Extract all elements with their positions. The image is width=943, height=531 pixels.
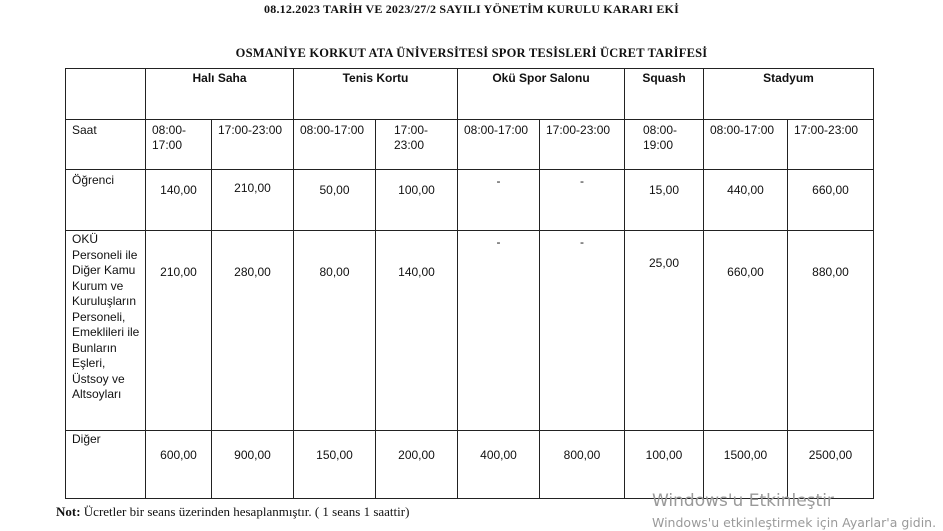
- venue-squash: Squash: [625, 69, 704, 120]
- price-cell: 600,00: [146, 431, 212, 499]
- table-row-personel: [66, 231, 874, 431]
- footnote: [56, 504, 409, 520]
- footnote-label: Not:: [56, 504, 81, 519]
- footnote-text: Ücretler bir seans üzerinden hesaplanmıştır. ( 1 seans 1 saattir): [80, 504, 410, 519]
- price-cell: 280,00: [212, 231, 294, 431]
- row-label-saat: Saat: [66, 120, 146, 170]
- activation-watermark-subtitle: Windows'u etkinleştirmek için Ayarlar'a gidin.: [652, 515, 937, 530]
- price-cell: 1500,00: [704, 431, 788, 499]
- time-slot: 08:00-17:00: [294, 120, 376, 170]
- price-cell: -: [458, 231, 540, 431]
- price-cell: 25,00: [625, 231, 704, 431]
- venue-header-row: [66, 69, 874, 120]
- time-slot: 17:00-23:00: [788, 120, 874, 170]
- row-label-personel: OKÜ Personeli ile Diğer Kamu Kurum ve Kuruluşların Personeli, Emeklileri ile Bunların Eşleri, Üstsoy ve Altsoyları: [66, 231, 146, 431]
- price-cell: 660,00: [788, 170, 874, 231]
- time-slot: 17:00-23:00: [212, 120, 294, 170]
- time-slot: 08:00-17:00: [458, 120, 540, 170]
- tariff-table: [65, 68, 874, 499]
- price-cell: 100,00: [625, 431, 704, 499]
- price-cell: 140,00: [376, 231, 458, 431]
- empty-corner-cell: [66, 69, 146, 120]
- time-slot: 08:00- 17:00: [146, 120, 212, 170]
- price-cell: -: [540, 231, 625, 431]
- price-cell: 440,00: [704, 170, 788, 231]
- table-row-ogrenci: [66, 170, 874, 231]
- activation-watermark-title: Windows'u Etkinleştir: [652, 491, 834, 511]
- time-slot: 17:00-23:00: [540, 120, 625, 170]
- table-row-diger: [66, 431, 874, 499]
- price-cell: 50,00: [294, 170, 376, 231]
- time-slot-row: [66, 120, 874, 170]
- price-cell: 210,00: [212, 170, 294, 231]
- price-cell: 400,00: [458, 431, 540, 499]
- price-cell: 100,00: [376, 170, 458, 231]
- venue-stadyum: Stadyum: [704, 69, 874, 120]
- venue-hali-saha: Halı Saha: [146, 69, 294, 120]
- row-label-ogrenci: Öğrenci: [66, 170, 146, 231]
- venue-tenis-kortu: Tenis Kortu: [294, 69, 458, 120]
- price-cell: 140,00: [146, 170, 212, 231]
- price-cell: 2500,00: [788, 431, 874, 499]
- venue-spor-salonu: Okü Spor Salonu: [458, 69, 625, 120]
- price-cell: 80,00: [294, 231, 376, 431]
- price-cell: 15,00: [625, 170, 704, 231]
- price-cell: 660,00: [704, 231, 788, 431]
- time-slot: 08:00-17:00: [704, 120, 788, 170]
- decision-line: 08.12.2023 TARİH VE 2023/27/2 SAYILI YÖNETİM KURULU KARARI EKİ: [264, 2, 679, 16]
- price-cell: 900,00: [212, 431, 294, 499]
- price-cell: 880,00: [788, 231, 874, 431]
- document-title: OSMANİYE KORKUT ATA ÜNİVERSİTESİ SPOR TESİSLERİ ÜCRET TARİFESİ: [235, 46, 708, 60]
- price-cell: -: [540, 170, 625, 231]
- price-cell: 150,00: [294, 431, 376, 499]
- time-slot: 08:00- 19:00: [625, 120, 704, 170]
- price-cell: 200,00: [376, 431, 458, 499]
- price-cell: 800,00: [540, 431, 625, 499]
- price-cell: -: [458, 170, 540, 231]
- time-slot: 17:00- 23:00: [376, 120, 458, 170]
- row-label-diger: Diğer: [66, 431, 146, 499]
- price-cell: 210,00: [146, 231, 212, 431]
